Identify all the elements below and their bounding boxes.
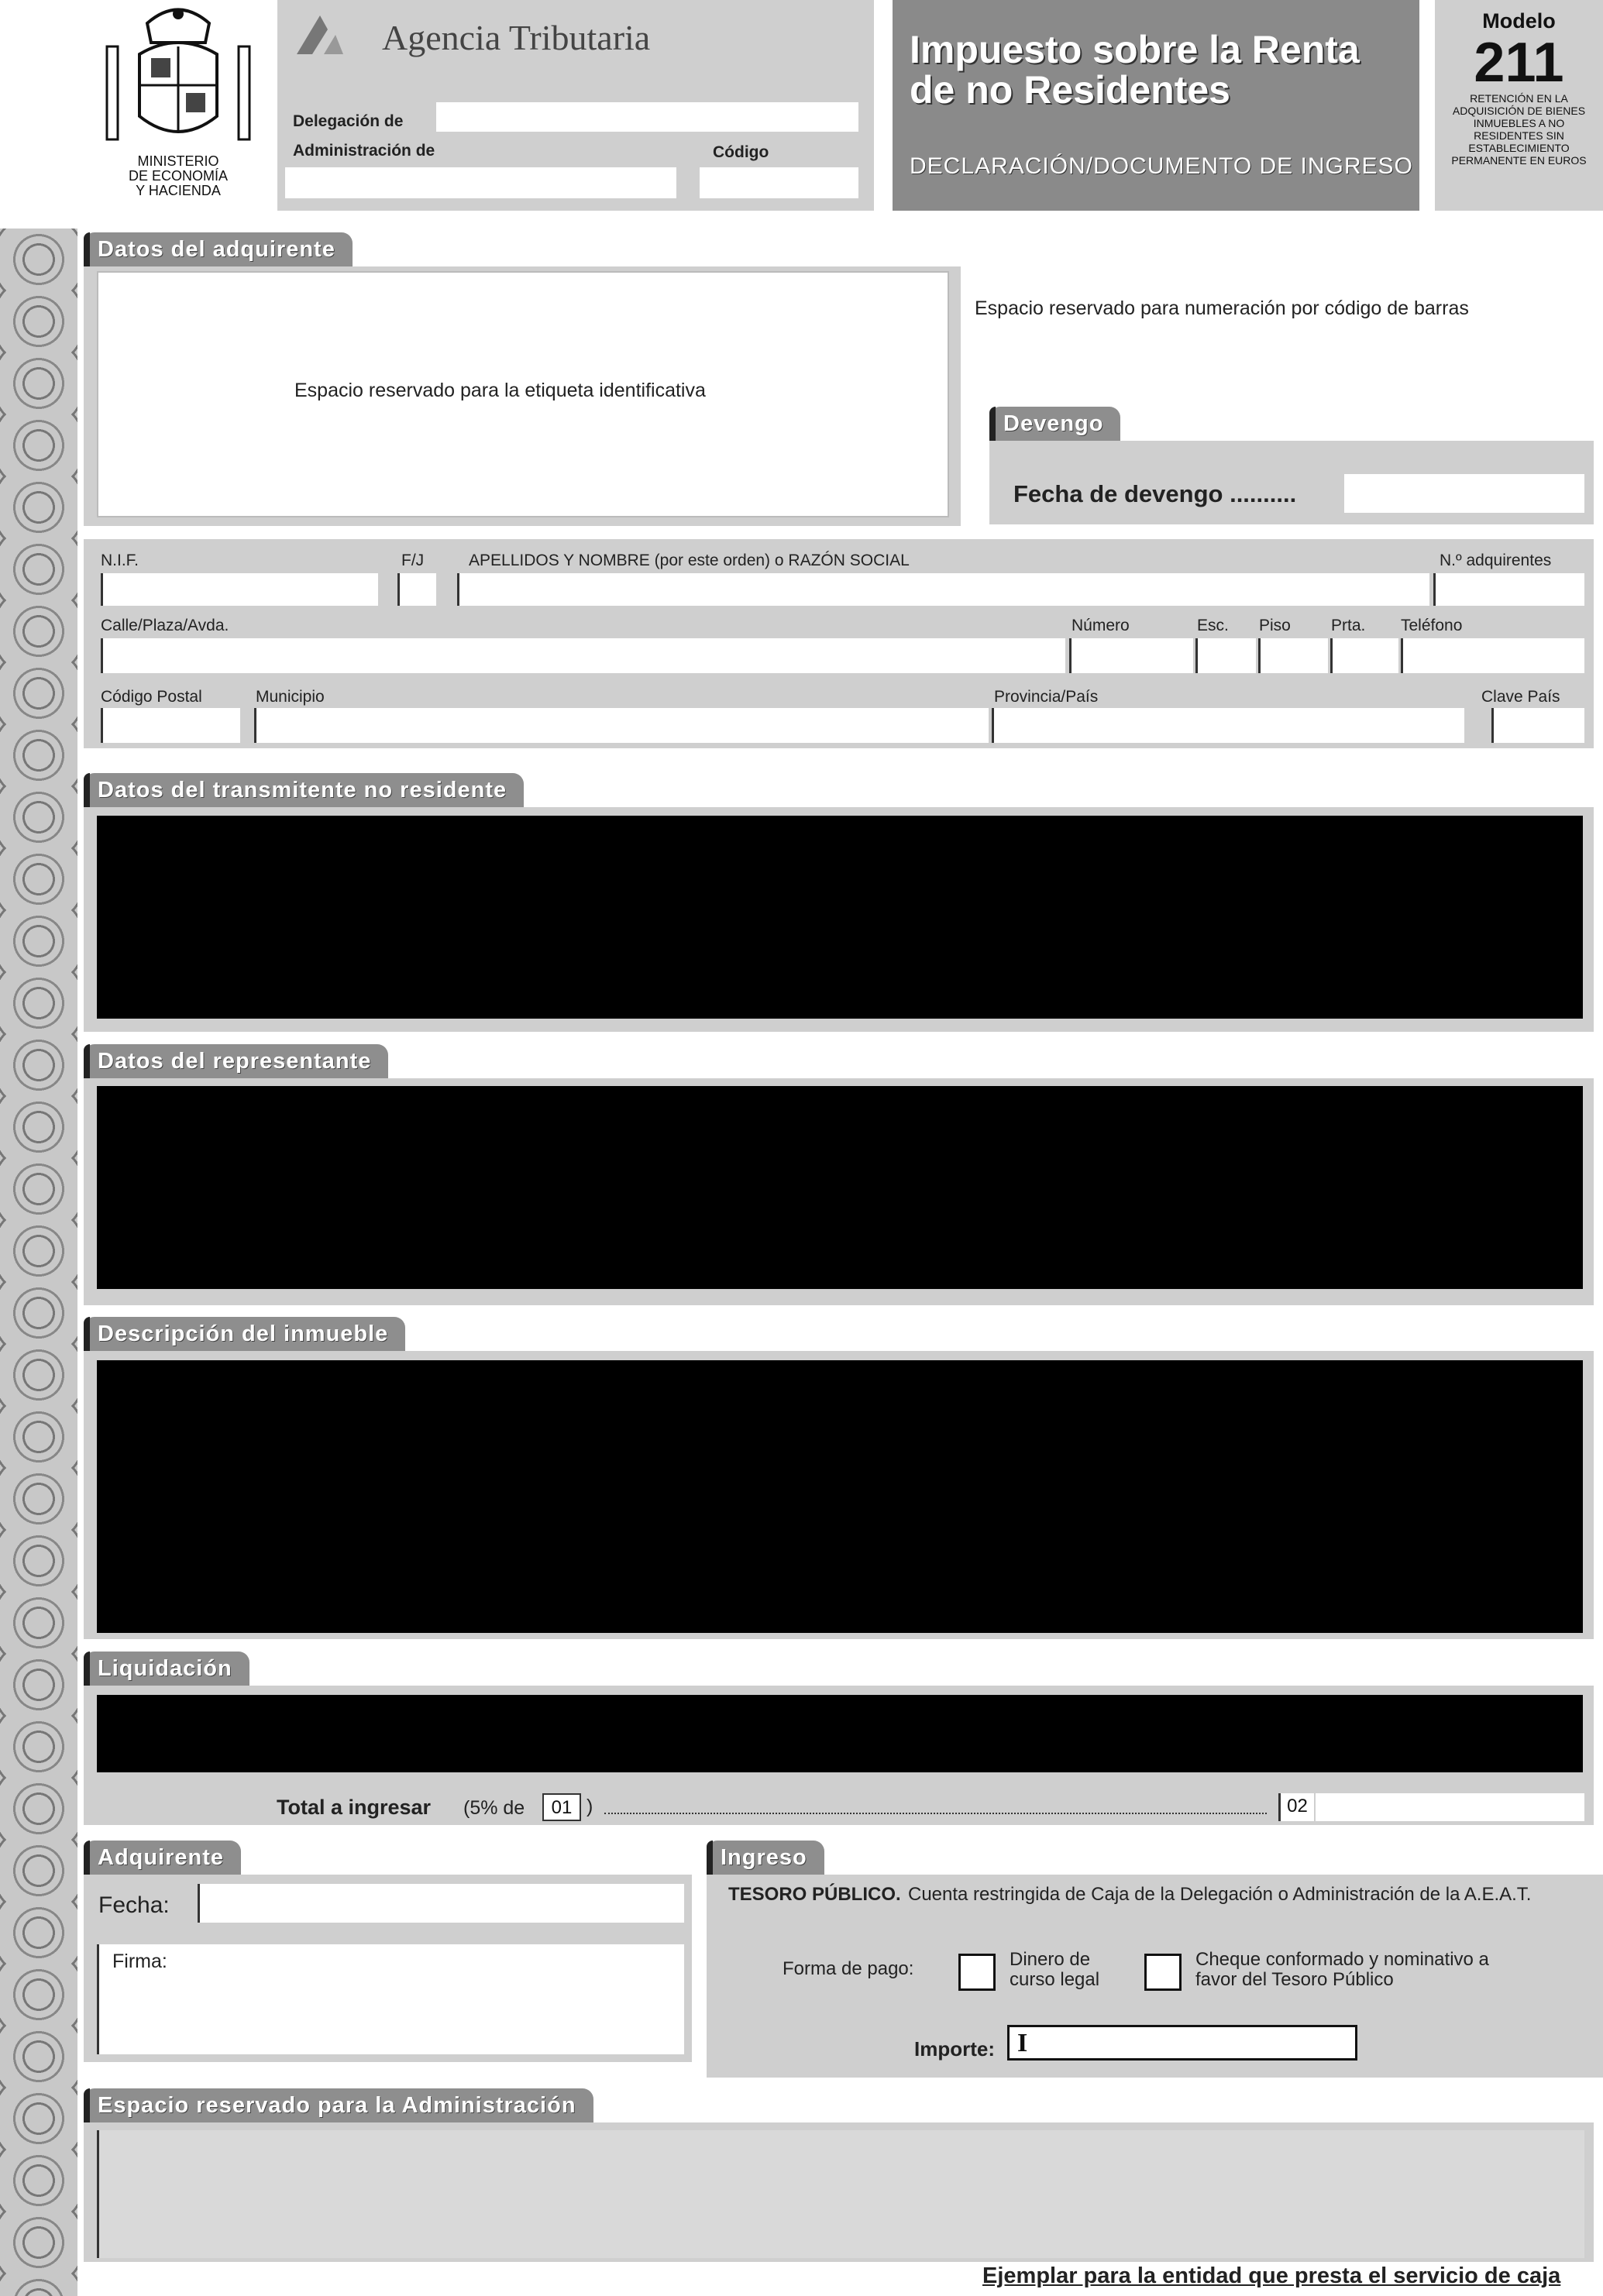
apellidos-label: APELLIDOS Y NOMBRE (por este orden) o RAZÓN SOCIAL	[469, 552, 910, 569]
barcode-space-text: Espacio reservado para numeración por código de barras	[975, 297, 1469, 319]
admin-field	[97, 2130, 1584, 2258]
modelo-description: RETENCIÓN EN LA ADQUISICIÓN DE BIENES INMUEBLES A NO RESIDENTES SIN ESTABLECIMIENTO PERMANENTE EN EUROS	[1451, 92, 1587, 167]
administracion-label: Administración de	[293, 142, 435, 160]
coat-of-arms-icon	[93, 0, 263, 147]
tab-representante: Datos del representante	[84, 1044, 388, 1078]
ministry-line-1: MINISTERIO	[137, 153, 219, 169]
ministry-logo	[93, 0, 263, 209]
numero-field[interactable]	[1069, 638, 1193, 673]
box-01: 01	[542, 1793, 581, 1821]
total-close-paren: )	[587, 1796, 593, 1817]
clave-pais-label: Clave País	[1481, 688, 1560, 706]
total-label: Total a ingresar	[277, 1796, 432, 1819]
administracion-field[interactable]	[285, 167, 676, 198]
representante-redacted	[97, 1086, 1583, 1289]
prta-label: Prta.	[1331, 617, 1366, 634]
n-adquirentes-field[interactable]	[1433, 573, 1584, 606]
modelo-number: 211	[1474, 32, 1564, 94]
liquidacion-redacted	[97, 1695, 1583, 1772]
cp-label: Código Postal	[101, 688, 202, 706]
total-leader-dots	[604, 1813, 1267, 1814]
telefono-field[interactable]	[1401, 638, 1584, 673]
cheque-line-2: favor del Tesoro Público	[1195, 1969, 1394, 1990]
prta-field[interactable]	[1330, 638, 1398, 673]
calle-label: Calle/Plaza/Avda.	[101, 617, 229, 634]
importe-prefix: I	[1017, 2029, 1028, 2057]
modelo-box	[1435, 0, 1603, 211]
fecha-field[interactable]	[198, 1884, 684, 1923]
provincia-label: Provincia/País	[994, 688, 1099, 706]
piso-field[interactable]	[1258, 638, 1328, 673]
tax-title-box	[893, 0, 1419, 211]
fecha-devengo-label: Fecha de devengo ..........	[1013, 480, 1297, 507]
tax-title: Impuesto sobre la Renta de no Residentes	[910, 28, 1360, 112]
tab-devengo: Devengo	[989, 407, 1120, 441]
codigo-field[interactable]	[700, 167, 858, 198]
fj-label: F/J	[401, 552, 425, 569]
fecha-devengo-field[interactable]	[1344, 474, 1584, 513]
tesoro-text: Cuenta restringida de Caja de la Delegación o Administración de la A.E.A.T.	[908, 1884, 1532, 1905]
codigo-label: Código	[713, 143, 769, 161]
tab-liquidacion: Liquidación	[84, 1652, 249, 1686]
piso-label: Piso	[1259, 617, 1291, 634]
importe-label: Importe:	[914, 2037, 995, 2061]
forma-pago-label: Forma de pago:	[783, 1958, 914, 1979]
agency-logo-icon	[293, 8, 347, 62]
municipio-label: Municipio	[256, 688, 325, 706]
clave-pais-field[interactable]	[1491, 708, 1584, 743]
tab-inmueble: Descripción del inmueble	[84, 1317, 405, 1351]
firma-label: Firma:	[112, 1951, 167, 1972]
delegacion-label: Delegación de	[293, 112, 404, 130]
tab-datos-adquirente: Datos del adquirente	[84, 232, 353, 266]
n-adquirentes-label: N.º adquirentes	[1440, 552, 1552, 569]
nif-field[interactable]	[101, 573, 378, 606]
importe-field[interactable]	[1007, 2025, 1357, 2061]
ministry-line-2: DE ECONOMÍA	[128, 168, 228, 184]
firma-field[interactable]	[97, 1944, 684, 2054]
dinero-checkbox[interactable]	[958, 1954, 996, 1991]
numero-label: Número	[1072, 617, 1130, 634]
tab-administracion: Espacio reservado para la Administración	[84, 2088, 593, 2122]
calle-field[interactable]	[101, 638, 1065, 673]
ministry-line-3: Y HACIENDA	[136, 183, 221, 198]
decorative-side-strip	[0, 229, 77, 2296]
inmueble-redacted	[97, 1360, 1583, 1633]
cheque-checkbox[interactable]	[1144, 1954, 1182, 1991]
tax-subtitle: DECLARACIÓN/DOCUMENTO DE INGRESO	[910, 153, 1413, 179]
municipio-field[interactable]	[254, 708, 989, 743]
cp-field[interactable]	[101, 708, 240, 743]
agency-name: Agencia Tributaria	[382, 18, 651, 57]
cheque-line-1: Cheque conformado y nominativo a	[1195, 1949, 1489, 1970]
esc-label: Esc.	[1197, 617, 1229, 634]
tab-ingreso: Ingreso	[707, 1841, 824, 1875]
tesoro-bold: TESORO PÚBLICO.	[728, 1884, 901, 1905]
dinero-line-1: Dinero de	[1010, 1949, 1091, 1970]
footer-note: Ejemplar para la entidad que presta el servicio de caja	[982, 2263, 1561, 2288]
esc-field[interactable]	[1195, 638, 1256, 673]
tab-adquirente-firma: Adquirente	[84, 1841, 241, 1875]
tab-transmitente: Datos del transmitente no residente	[84, 773, 524, 807]
transmitente-redacted	[97, 816, 1583, 1019]
total-pct: (5% de	[463, 1797, 525, 1819]
fecha-label: Fecha:	[98, 1892, 170, 1918]
dinero-line-2: curso legal	[1010, 1969, 1100, 1990]
total-ingresar-field[interactable]	[1316, 1793, 1584, 1821]
fj-field[interactable]	[397, 573, 436, 606]
modelo-label: Modelo	[1482, 9, 1556, 33]
apellidos-field[interactable]	[457, 573, 1429, 606]
agency-header-box	[277, 0, 874, 211]
provincia-field[interactable]	[992, 708, 1464, 743]
nif-label: N.I.F.	[101, 552, 139, 569]
etiqueta-text: Espacio reservado para la etiqueta identificativa	[294, 380, 706, 401]
box-02: 02	[1278, 1793, 1314, 1821]
telefono-label: Teléfono	[1401, 617, 1463, 634]
delegacion-field[interactable]	[436, 102, 858, 132]
